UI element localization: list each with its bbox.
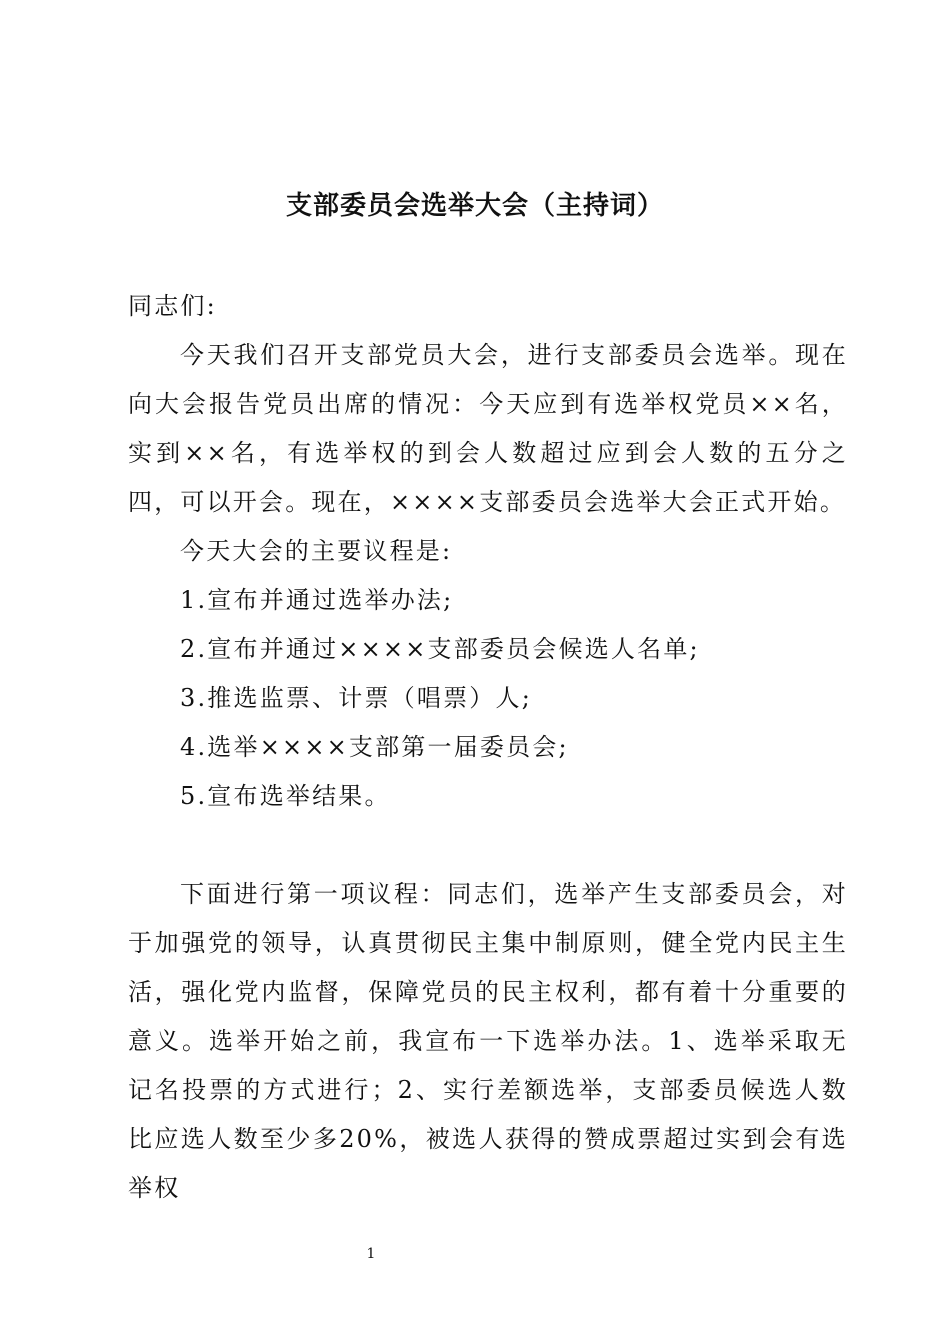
- agenda-intro: 今天大会的主要议程是:: [180, 537, 453, 565]
- agenda-item: 4.选举××××支部第一届委员会;: [180, 733, 569, 761]
- agenda-item: 3.推选监票、计票（唱票）人;: [180, 684, 532, 712]
- first-item-paragraph: 下面进行第一项议程：同志们，选举产生支部委员会，对于加强党的领导，认真贯彻民主集中制原则，健全党内民主生活，强化党内监督，保障党员的民主权利，都有着十分重要的意义。选举开始之前，我宣布一下选举办法。1、选举采取无记名投票的方式进行；2、实行差额选举，支部委员候选人数比应选人数至少多20%，被选人获得的赞成票超过实到会有选举权: [128, 880, 848, 1202]
- agenda-item: 1.宣布并通过选举办法;: [180, 586, 454, 614]
- paragraph-spacer: [128, 821, 848, 870]
- agenda-item: 2.宣布并通过××××支部委员会候选人名单;: [180, 635, 700, 663]
- opening-paragraph: 今天我们召开支部党员大会，进行支部委员会选举。现在向大会报告党员出席的情况：今天应到有选举权党员××名，实到××名，有选举权的到会人数超过应到会人数的五分之四，可以开会。现在，××××支部委员会选举大会正式开始。: [128, 341, 848, 516]
- page-number: 1: [366, 1246, 376, 1262]
- document-title: 支部委员会选举大会（主持词）: [285, 191, 664, 221]
- salutation: 同志们:: [128, 292, 217, 320]
- document-body: [128, 282, 848, 1213]
- agenda-item: 5.宣布选举结果。: [180, 782, 391, 810]
